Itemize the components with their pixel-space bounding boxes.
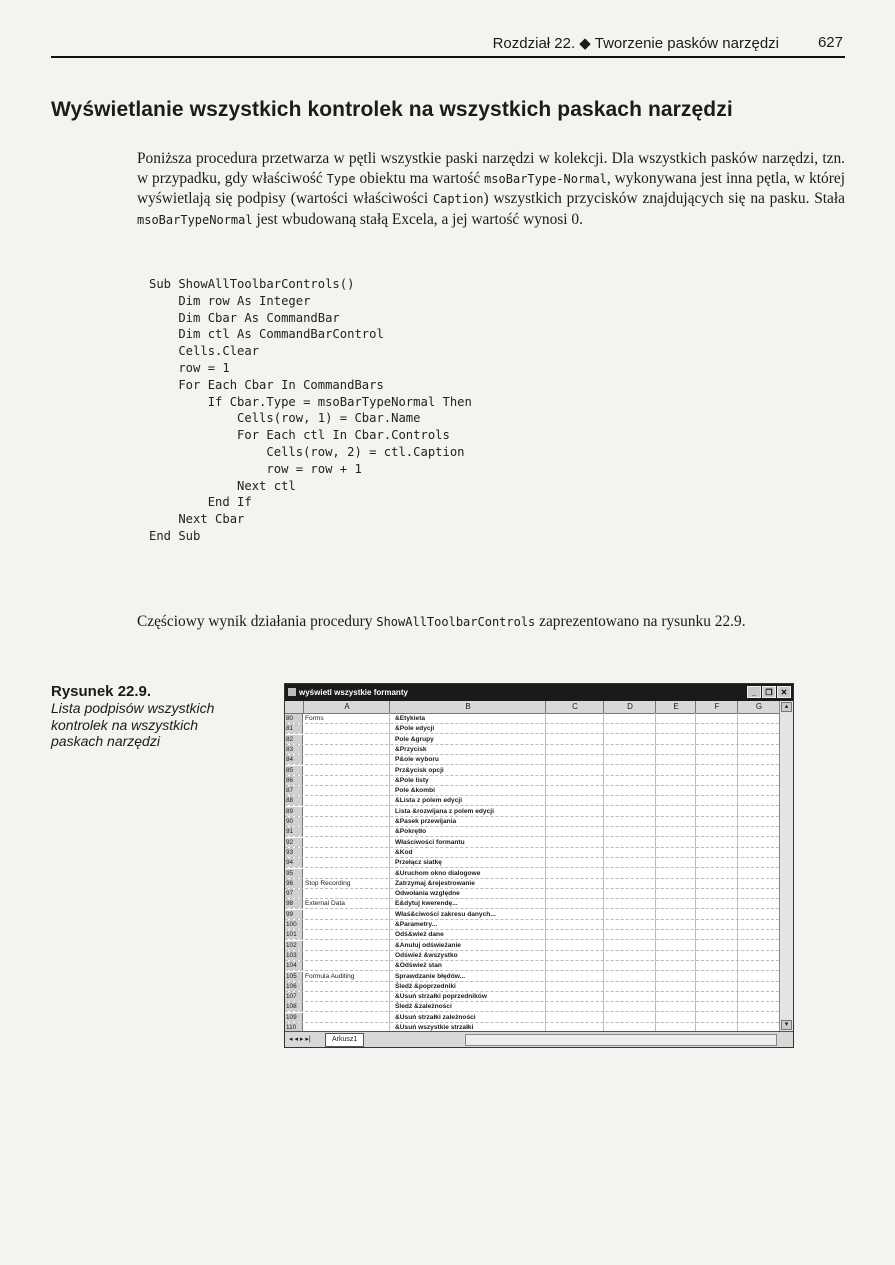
row-number[interactable]: 102 <box>285 941 303 950</box>
row-number[interactable]: 89 <box>285 807 303 816</box>
column-gridline <box>655 713 656 1031</box>
cell-b[interactable]: Sprawdzanie błędów... <box>395 972 466 980</box>
row-number[interactable]: 84 <box>285 755 303 764</box>
table-row <box>285 755 779 765</box>
cell-b[interactable]: &Usuń wszystkie strzałki <box>395 1024 474 1031</box>
table-row <box>285 992 779 1002</box>
table-row <box>285 899 779 909</box>
row-number[interactable]: 88 <box>285 796 303 805</box>
row-number[interactable]: 93 <box>285 848 303 857</box>
column-gridline <box>389 713 390 1031</box>
table-row <box>285 961 779 971</box>
cell-b[interactable]: Prz&ycisk opcji <box>395 766 444 774</box>
table-row <box>285 766 779 776</box>
row-number[interactable]: 109 <box>285 1013 303 1022</box>
column-header-e[interactable]: E <box>655 701 696 713</box>
sheet-tab[interactable]: Arkusz1 <box>325 1033 364 1047</box>
cell-b[interactable]: Odś&wież dane <box>395 931 444 939</box>
row-number[interactable]: 95 <box>285 869 303 878</box>
table-row <box>285 735 779 745</box>
cell-b[interactable]: &Kod <box>395 848 413 856</box>
row-number[interactable]: 99 <box>285 910 303 919</box>
scroll-down-icon[interactable]: ▾ <box>781 1020 792 1030</box>
row-number[interactable]: 103 <box>285 951 303 960</box>
cell-b[interactable]: Pole &kombi <box>395 787 435 795</box>
figure-number: Rysunek 22.9. <box>51 683 152 700</box>
cell-b[interactable]: Właściwości formantu <box>395 838 465 846</box>
table-row <box>285 848 779 858</box>
cell-b[interactable]: &Pasek przewijania <box>395 818 457 825</box>
column-header-d[interactable]: D <box>603 701 656 713</box>
row-number[interactable]: 96 <box>285 879 303 888</box>
cell-a[interactable]: External Data <box>305 900 345 908</box>
minimize-icon[interactable]: _ <box>747 686 761 698</box>
row-number[interactable]: 105 <box>285 972 303 981</box>
row-number[interactable]: 86 <box>285 776 303 785</box>
column-gridline <box>695 713 696 1031</box>
row-number[interactable]: 107 <box>285 992 303 1001</box>
row-number[interactable]: 110 <box>285 1023 303 1032</box>
cell-b[interactable]: Śledź &poprzedniki <box>395 982 456 990</box>
table-row <box>285 714 779 724</box>
row-number[interactable]: 100 <box>285 920 303 929</box>
window-title: wyświetl wszystkie formanty <box>299 688 408 697</box>
cell-b[interactable]: &Odśwież stan <box>395 962 442 970</box>
result-paragraph: Częściowy wynik działania procedury ShowAllToolbarControls zaprezentowano na rysunku 22.9. <box>137 613 746 630</box>
cell-b[interactable]: &Lista z polem edycji <box>395 797 463 805</box>
table-row <box>285 786 779 796</box>
code-listing: Sub ShowAllToolbarControls() Dim row As Integer Dim Cbar As CommandBar Dim ctl As CommandBarControl Cells.Clear row = 1 For Each Cbar In CommandBars If Cbar.Type = msoBarTypeNormal Then Cells(row, 1) = Cbar.Name For Each ctl In Cbar.Controls Cells(row, 2) = ctl.Caption row = row + 1 Next ctl End If Next Cbar End Sub <box>149 277 472 543</box>
row-number[interactable]: 91 <box>285 827 303 836</box>
cell-b[interactable]: &Pokrętło <box>395 828 427 836</box>
row-number[interactable]: 92 <box>285 838 303 847</box>
cell-b[interactable]: &Etykieta <box>395 715 426 722</box>
column-header-b[interactable]: B <box>389 701 546 713</box>
row-number[interactable]: 101 <box>285 930 303 939</box>
table-row <box>285 889 779 899</box>
table-row <box>285 827 779 837</box>
cell-b[interactable]: P&ole wyboru <box>395 756 439 764</box>
section-title: Wyświetlanie wszystkich kontrolek na wszystkich paskach narzędzi <box>51 98 733 121</box>
cell-b[interactable]: E&dytuj kwerendę... <box>395 900 458 908</box>
cell-a[interactable]: Formula Auditing <box>305 972 355 980</box>
cell-b[interactable]: &Pole listy <box>395 776 429 784</box>
table-row <box>285 920 779 930</box>
horizontal-scrollbar[interactable] <box>465 1034 777 1046</box>
cell-b[interactable]: Śledź &zależności <box>395 1003 452 1011</box>
column-headers <box>285 701 779 714</box>
table-row <box>285 930 779 940</box>
chapter-title: Rozdział 22. ◆ Tworzenie pasków narzędzi <box>492 35 779 52</box>
table-row <box>285 724 779 734</box>
restore-icon[interactable]: ❐ <box>762 686 776 698</box>
table-row <box>285 776 779 786</box>
table-row <box>285 982 779 992</box>
table-row <box>285 972 779 982</box>
running-header <box>51 34 845 58</box>
cell-b[interactable]: &Parametry... <box>395 921 438 928</box>
cell-b[interactable]: Właś&ciwości zakresu danych... <box>395 910 496 918</box>
sheet-nav-buttons[interactable]: ◂ ◂ ▸ ▸| <box>289 1036 311 1043</box>
row-number[interactable]: 87 <box>285 786 303 795</box>
cell-b[interactable]: &Przycisk <box>395 745 427 753</box>
row-number[interactable]: 104 <box>285 961 303 970</box>
column-header-g[interactable]: G <box>737 701 780 713</box>
cell-b[interactable]: Odśwież &wszystko <box>395 951 458 959</box>
cell-b[interactable]: Zatrzymaj &rejestrowanie <box>395 879 475 887</box>
row-number[interactable]: 94 <box>285 858 303 867</box>
column-gridline <box>603 713 604 1031</box>
vertical-scrollbar[interactable] <box>779 701 793 1031</box>
column-header-a[interactable]: A <box>303 701 390 713</box>
cell-b[interactable]: &Usuń strzałki poprzedników <box>395 993 487 1001</box>
row-number[interactable]: 98 <box>285 899 303 908</box>
table-row <box>285 879 779 889</box>
figure-caption-text: Lista podpisów wszystkich kontrolek na wszystkich paskach narzędzi <box>51 700 215 750</box>
cell-b[interactable]: Pole &grupy <box>395 735 434 743</box>
row-number[interactable]: 106 <box>285 982 303 991</box>
cell-b[interactable]: &Anuluj odświeżanie <box>395 941 461 949</box>
table-row <box>285 817 779 827</box>
window-titlebar <box>285 684 793 701</box>
cell-b[interactable]: &Pole edycji <box>395 725 435 733</box>
page-number: 627 <box>817 34 843 51</box>
excel-icon <box>288 688 296 696</box>
cell-a[interactable]: Stop Recording <box>305 879 351 887</box>
row-number[interactable]: 85 <box>285 766 303 775</box>
cell-b[interactable]: &Usuń strzałki zależności <box>395 1013 476 1021</box>
table-row <box>285 858 779 868</box>
close-icon[interactable]: ✕ <box>777 686 791 698</box>
row-number[interactable]: 80 <box>285 714 303 723</box>
table-row <box>285 941 779 951</box>
table-row <box>285 1013 779 1023</box>
column-header-c[interactable]: C <box>545 701 604 713</box>
row-number[interactable]: 90 <box>285 817 303 826</box>
column-gridline <box>737 713 738 1031</box>
column-gridline <box>545 713 546 1031</box>
figure-caption <box>51 684 241 750</box>
cell-b[interactable]: Odwołania względne <box>395 890 460 898</box>
table-row <box>285 807 779 817</box>
table-row <box>285 951 779 961</box>
cell-a[interactable]: Forms <box>305 715 324 722</box>
scroll-up-icon[interactable]: ▴ <box>781 702 792 712</box>
column-header-f[interactable]: F <box>695 701 738 713</box>
table-row <box>285 869 779 879</box>
intro-paragraph: Poniższa procedura przetwarza w pętli wszystkie paski narzędzi w kolekcji. Dla wszystkich pasków narzędzi, tzn. w przypadku, gdy właściwość Type obiektu ma wartość msoBarType-Normal, wykonywana jest inna pętla, w której wyświetlają się podpisy (wartości właściwości Caption) wszystkich przycisków znajdujących się na pasku. Stała msoBarTypeNormal jest wbudowaną stałą Excela, a jej wartość wynosi 0. <box>137 150 845 228</box>
row-number[interactable]: 82 <box>285 735 303 744</box>
row-number[interactable]: 83 <box>285 745 303 754</box>
excel-window-screenshot <box>284 683 794 1048</box>
row-number[interactable]: 81 <box>285 724 303 733</box>
table-row <box>285 745 779 755</box>
row-number[interactable]: 108 <box>285 1002 303 1011</box>
row-number[interactable]: 97 <box>285 889 303 898</box>
table-row <box>285 796 779 806</box>
table-row <box>285 910 779 920</box>
sheet-tab-bar <box>285 1031 793 1047</box>
cell-b[interactable]: &Uruchom okno dialogowe <box>395 869 481 877</box>
table-row <box>285 1002 779 1012</box>
table-row <box>285 838 779 848</box>
cell-b[interactable]: Lista &rozwijana z polem edycji <box>395 807 494 815</box>
cell-b[interactable]: Przełącz siatkę <box>395 859 442 867</box>
